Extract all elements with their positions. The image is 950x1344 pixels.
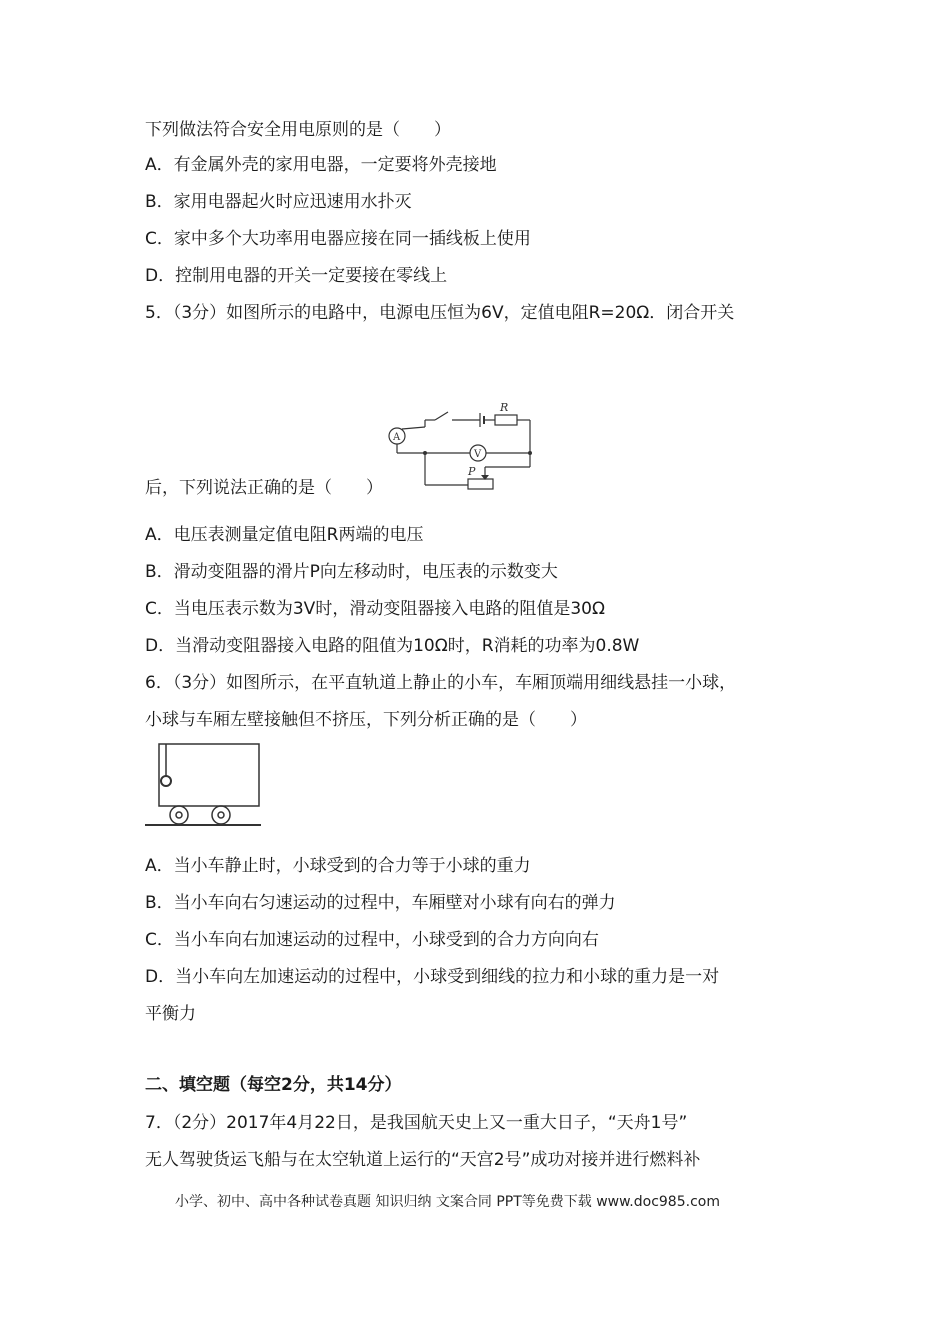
cart-body: [159, 744, 259, 806]
q7-line-1: 7．（2分）2017年4月22日，是我国航天史上又一重大日子，“天舟1号”: [145, 1113, 688, 1133]
q6-option-b: B．当小车向右匀速运动的过程中，车厢壁对小球有向右的弹力: [145, 893, 616, 913]
resistor-r: [495, 415, 517, 425]
q6-option-c: C．当小车向右加速运动的过程中，小球受到的合力方向向右: [145, 930, 599, 950]
q4-option-c: C．家中多个大功率用电器应接在同一插线板上使用: [145, 229, 531, 249]
circuit-diagram: [380, 395, 540, 495]
axle-left: [176, 812, 182, 818]
ammeter-label: A: [393, 432, 401, 443]
q5-option-b: B．滑动变阻器的滑片P向左移动时，电压表的示数变大: [145, 562, 558, 582]
q5-stem: 5．（3分）如图所示的电路中，电源电压恒为6V，定值电阻R=20Ω．闭合开关: [145, 303, 735, 323]
q6-option-a: A．当小车静止时，小球受到的合力等于小球的重力: [145, 856, 531, 876]
q4-option-d: D．控制用电器的开关一定要接在零线上: [145, 266, 448, 286]
ball: [161, 776, 171, 786]
q6-option-d: D．当小车向左加速运动的过程中，小球受到细线的拉力和小球的重力是一对: [145, 967, 720, 987]
resistor-label: R: [500, 401, 509, 414]
voltmeter-label: V: [474, 449, 482, 460]
q4-option-b: B．家用电器起火时应迅速用水扑灭: [145, 192, 412, 212]
q5-option-d: D．当滑动变阻器接入电路的阻值为10Ω时，R消耗的功率为0.8W: [145, 636, 640, 656]
page-footer: 小学、初中、高中各种试卷真题 知识归纳 文案合同 PPT等免费下载 www.doc985.com: [175, 1194, 720, 1210]
axle-right: [218, 812, 224, 818]
cart-diagram: [145, 740, 265, 832]
slider-label: P: [468, 465, 476, 478]
q6-stem: 6．（3分）如图所示，在平直轨道上静止的小车，车厢顶端用细线悬挂一小球，: [145, 673, 737, 693]
q4-option-a: A．有金属外壳的家用电器，一定要将外壳接地: [145, 155, 497, 175]
q5-option-a: A．电压表测量定值电阻R两端的电压: [145, 525, 424, 545]
q7-line-2: 无人驾驶货运飞船与在太空轨道上运行的“天宫2号”成功对接并进行燃料补: [145, 1150, 701, 1170]
switch-blade: [435, 412, 448, 420]
q6-option-d-continued: 平衡力: [145, 1004, 196, 1024]
q5-stem-continued: 后，下列说法正确的是（ ）: [145, 478, 383, 498]
rheostat: [468, 479, 493, 489]
wheel-right: [212, 806, 230, 824]
q5-option-c: C．当电压表示数为3V时，滑动变阻器接入电路的阻值是30Ω: [145, 599, 605, 619]
section-heading: 二、填空题（每空2分，共14分）: [145, 1075, 402, 1095]
q4-stem: 下列做法符合安全用电原则的是（ ）: [145, 120, 451, 140]
wheel-left: [170, 806, 188, 824]
q6-stem-continued: 小球与车厢左壁接触但不挤压，下列分析正确的是（ ）: [145, 710, 587, 730]
